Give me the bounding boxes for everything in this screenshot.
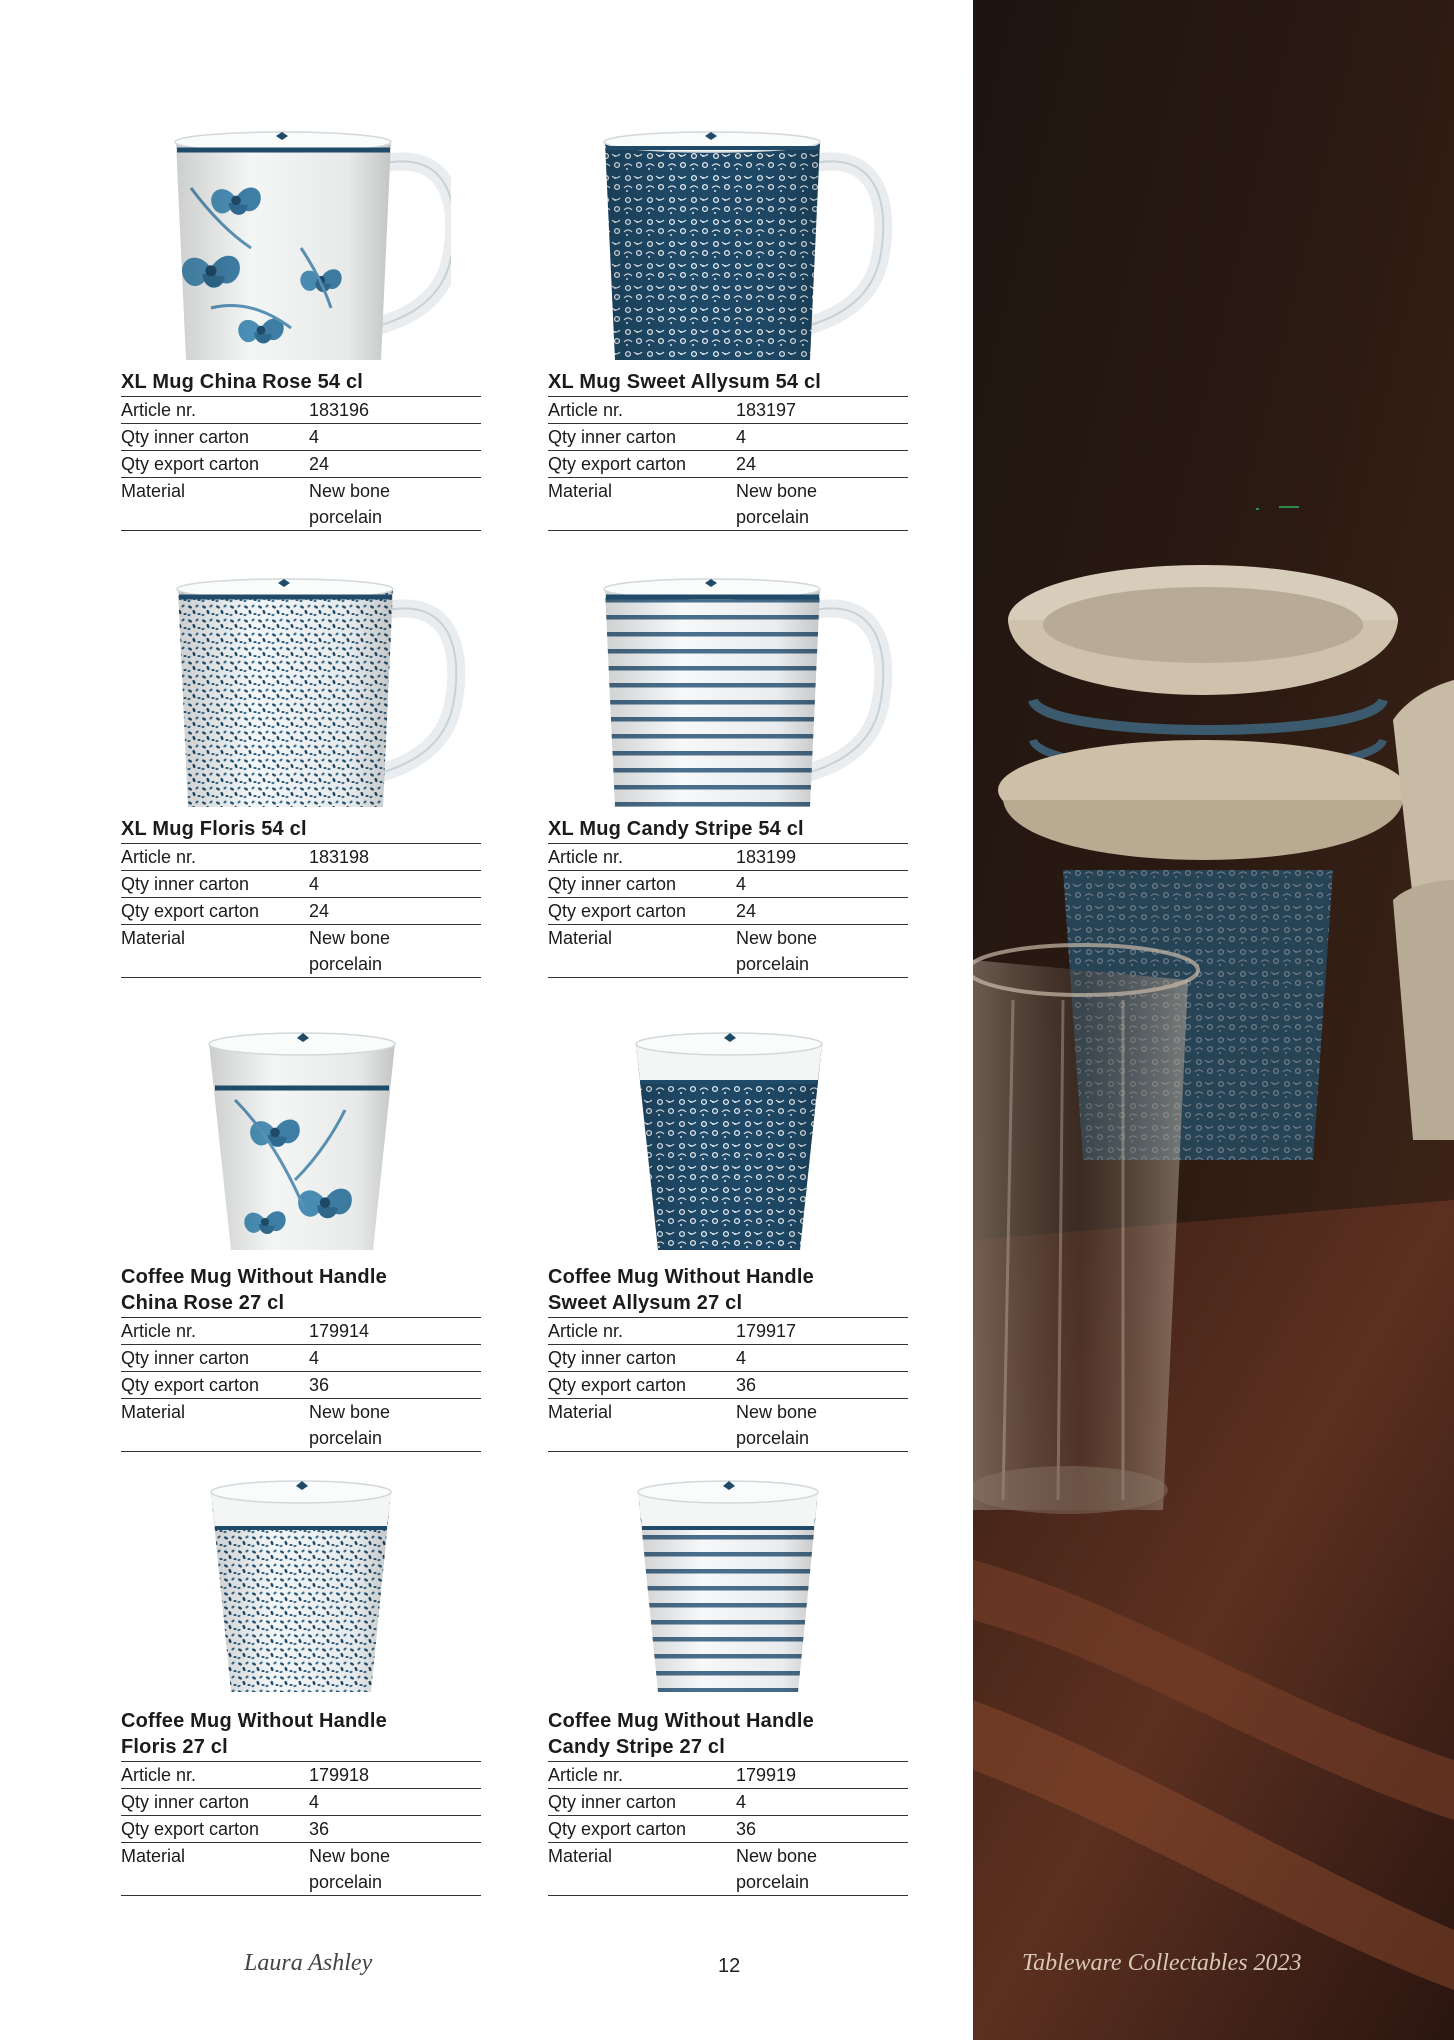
product-name: XL Mug China Rose 54 cl (121, 371, 364, 393)
mug-image (151, 128, 451, 373)
spec-row-export: Qty export carton 24 (121, 451, 481, 478)
spec-row-article: Article nr. 179918 (121, 1762, 481, 1789)
spec-row-article: Article nr. 183199 (548, 844, 908, 871)
mug-image (173, 575, 473, 820)
spec-row-material: Material New bone porcelain (121, 1843, 481, 1896)
spec-table (121, 1761, 481, 1896)
article-number: 183197 (736, 397, 908, 424)
product-name: Coffee Mug Without Handle (121, 1710, 387, 1732)
spec-row-export: Qty export carton 36 (548, 1372, 908, 1399)
spec-table (121, 1317, 481, 1452)
collection-title: Tableware Collectables 2023 (1022, 1950, 1302, 1976)
product-name: Coffee Mug Without Handle (548, 1710, 814, 1732)
spec-row-material: Material New bone porcelain (548, 1843, 908, 1896)
spec-row-export: Qty export carton 24 (548, 898, 908, 925)
page-number: 12 (718, 1955, 741, 1977)
spec-row-article: Article nr. 183196 (121, 397, 481, 424)
spec-row-inner: Qty inner carton 4 (548, 424, 908, 451)
product-name: Coffee Mug Without Handle (121, 1266, 387, 1288)
mug-image (209, 1478, 399, 1703)
article-number: 179914 (309, 1318, 481, 1345)
article-number: 183199 (736, 844, 908, 871)
spec-row-inner: Qty inner carton 4 (121, 1789, 481, 1816)
spec-row-inner: Qty inner carton 4 (121, 424, 481, 451)
spec-row-article: Article nr. 179914 (121, 1318, 481, 1345)
spec-row-export: Qty export carton 24 (121, 898, 481, 925)
product-name-variant: China Rose 27 cl (121, 1292, 285, 1314)
spec-table (548, 396, 908, 531)
spec-row-material: Material New bone porcelain (121, 1399, 481, 1452)
mug-image (600, 575, 900, 820)
product-name-variant: Floris 27 cl (121, 1736, 228, 1758)
mug-image (205, 1030, 405, 1260)
spec-row-export: Qty export carton 36 (121, 1816, 481, 1843)
spec-row-inner: Qty inner carton 4 (548, 1789, 908, 1816)
spec-row-inner: Qty inner carton 4 (548, 1345, 908, 1372)
spec-table (548, 1317, 908, 1452)
mug-image (632, 1030, 832, 1260)
article-number: 179917 (736, 1318, 908, 1345)
spec-row-material: Material New bone porcelain (121, 925, 481, 978)
product-name: XL Mug Sweet Allysum 54 cl (548, 371, 822, 393)
spec-row-export: Qty export carton 36 (121, 1372, 481, 1399)
spec-table (548, 1761, 908, 1896)
spec-row-material: Material New bone porcelain (121, 478, 481, 531)
spec-row-export: Qty export carton 24 (548, 451, 908, 478)
product-name-variant: Candy Stripe 27 cl (548, 1736, 725, 1758)
brand-name: Laura Ashley (244, 1950, 373, 1976)
spec-row-article: Article nr. 183198 (121, 844, 481, 871)
spec-row-inner: Qty inner carton 4 (121, 1345, 481, 1372)
product-name: XL Mug Candy Stripe 54 cl (548, 818, 804, 840)
article-number: 179919 (736, 1762, 908, 1789)
spec-table (121, 396, 481, 531)
article-number: 183198 (309, 844, 481, 871)
spec-row-article: Article nr. 183197 (548, 397, 908, 424)
mug-image (636, 1478, 826, 1703)
product-name-variant: Sweet Allysum 27 cl (548, 1292, 743, 1314)
product-name: XL Mug Floris 54 cl (121, 818, 307, 840)
spec-row-export: Qty export carton 36 (548, 1816, 908, 1843)
spec-row-article: Article nr. 179919 (548, 1762, 908, 1789)
article-number: 183196 (309, 397, 481, 424)
spec-row-inner: Qty inner carton 4 (121, 871, 481, 898)
spec-table (121, 843, 481, 978)
spec-row-material: Material New bone porcelain (548, 925, 908, 978)
spec-row-material: Material New bone porcelain (548, 478, 908, 531)
product-name: Coffee Mug Without Handle (548, 1266, 814, 1288)
spec-table (548, 843, 908, 978)
spec-row-material: Material New bone porcelain (548, 1399, 908, 1452)
article-number: 179918 (309, 1762, 481, 1789)
spec-row-article: Article nr. 179917 (548, 1318, 908, 1345)
lifestyle-photo (973, 0, 1454, 2040)
mug-image (600, 128, 900, 373)
spec-row-inner: Qty inner carton 4 (548, 871, 908, 898)
